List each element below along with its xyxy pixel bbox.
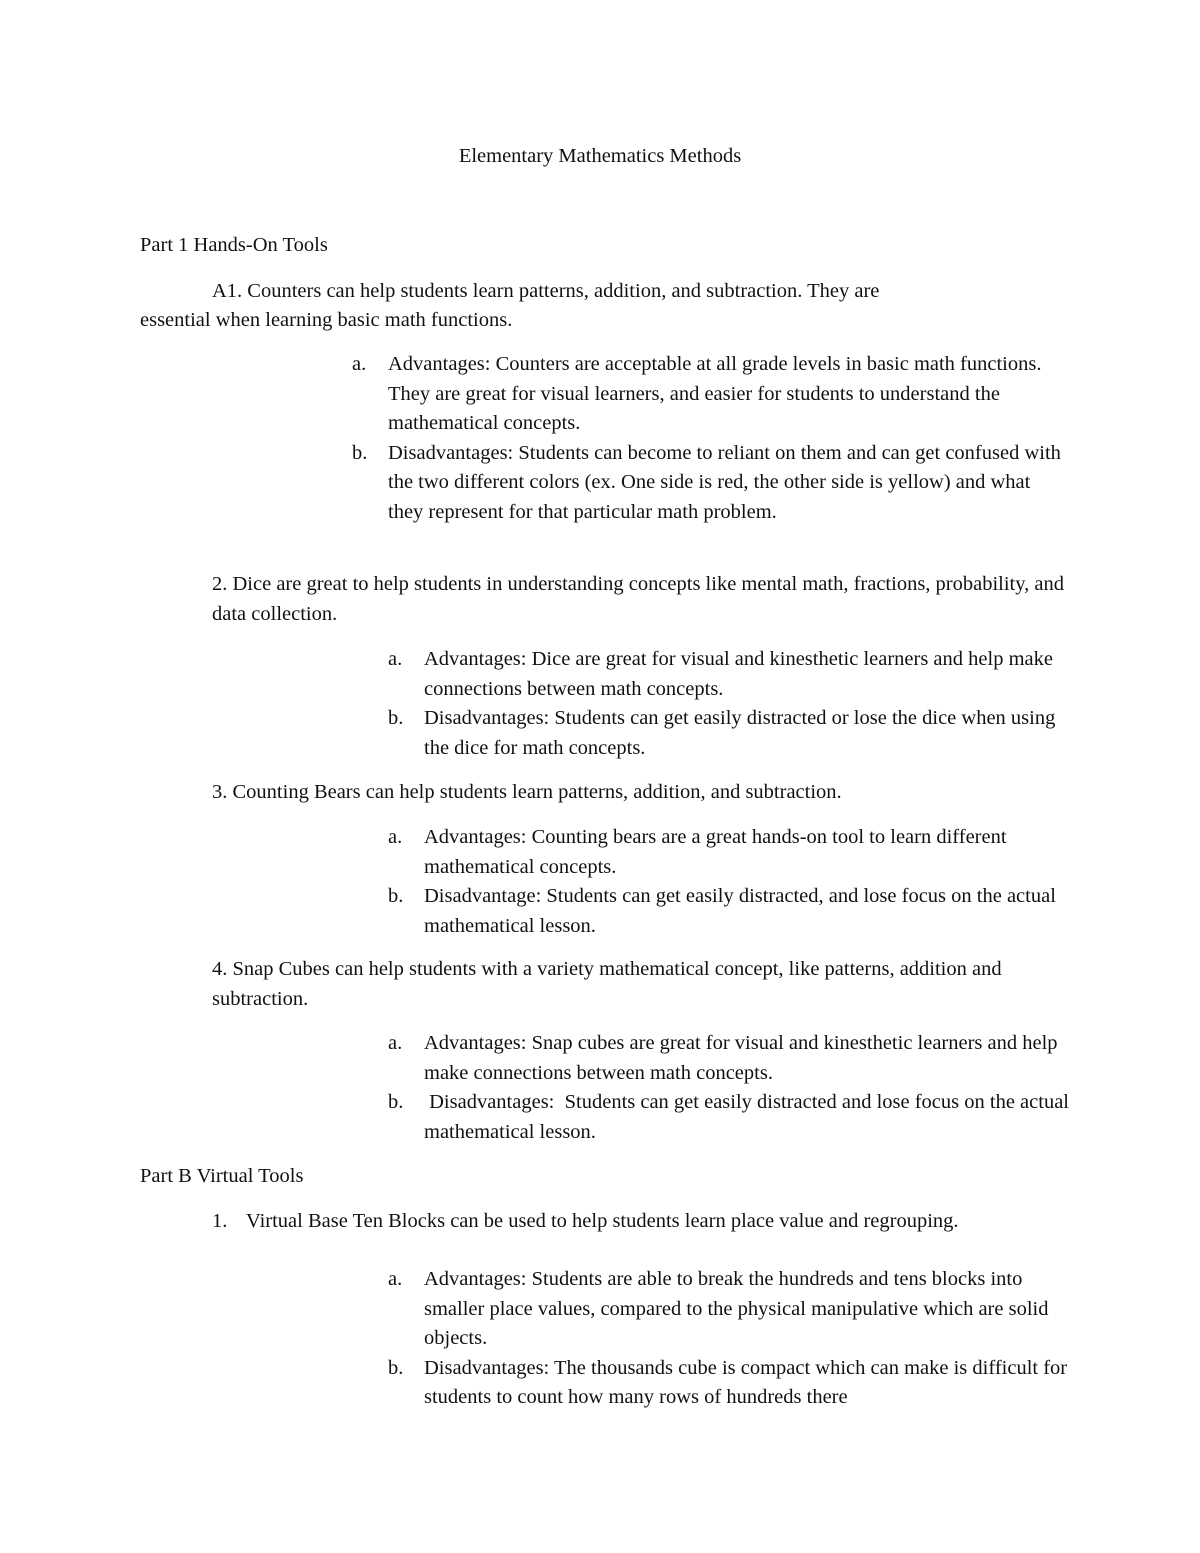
list-text: Advantages: Snap cubes are great for visual and kinesthetic learners and help make connections between math concepts.: [424, 1032, 1058, 1084]
list-text: Disadvantage: Students can get easily distracted, and lose focus on the actual mathematical lesson.: [424, 885, 1056, 937]
list-marker: b.: [388, 1356, 404, 1379]
list-text: Virtual Base Ten Blocks can be used to help students learn place value and regrouping.: [246, 1210, 959, 1232]
a1-second-line: essential when learning basic math functions.: [140, 309, 513, 331]
list-text: Disadvantages: The thousands cube is compact which can make is difficult for students to count how many rows of hundreds there: [424, 1356, 1068, 1408]
list-text: Disadvantages: Students can get easily distracted or lose the dice when using the dice for math concepts.: [424, 707, 1056, 759]
list-item: [388, 1029, 1078, 1088]
b1-list: [388, 1265, 1078, 1413]
list-item: [388, 1265, 1078, 1354]
list-text: Advantages: Dice are great for visual and kinesthetic learners and help make connections between math concepts.: [424, 648, 1053, 700]
list-text: Advantages: Counters are acceptable at all grade levels in basic math functions. They are great for visual learners, and easier for students to understand the mathematical concepts.: [388, 353, 1042, 434]
list-marker: a.: [388, 826, 403, 848]
list-item: [388, 882, 1078, 941]
list-marker: b.: [388, 1091, 404, 1113]
section-2-list: [388, 645, 1078, 763]
list-item: [352, 350, 1062, 439]
list-marker: 1.: [212, 1210, 228, 1232]
section-4-list: [388, 1029, 1078, 1147]
list-marker: a.: [388, 648, 403, 670]
list-item: [388, 1088, 1078, 1147]
list-item: [212, 1207, 992, 1237]
list-text: Disadvantages: Students can get easily distracted and lose focus on the actual mathematical lesson.: [424, 1091, 1075, 1143]
list-marker: b.: [388, 885, 404, 907]
list-marker: b.: [352, 441, 368, 464]
list-text: Advantages: Students are able to break the hundreds and tens blocks into smaller place values, compared to the physical manipulative which are solid objects.: [424, 1268, 1049, 1349]
section-3-list: [388, 823, 1078, 941]
part1-heading: Part 1 Hands-On Tools: [140, 234, 328, 256]
document-title: Elementary Mathematics Methods: [458, 145, 742, 167]
section-4-text: 4. Snap Cubes can help students with a variety mathematical concept, like patterns, addition and subtraction.: [212, 958, 1002, 1010]
b1-item: [212, 1207, 992, 1237]
partb-heading: Part B Virtual Tools: [140, 1165, 304, 1187]
section-3-text: 3. Counting Bears can help students learn patterns, addition, and subtraction.: [212, 781, 842, 803]
list-item: [388, 645, 1078, 704]
list-marker: a.: [352, 353, 367, 375]
a1-first-line: A1. Counters can help students learn patterns, addition, and subtraction. They are: [212, 280, 880, 302]
list-text: Advantages: Counting bears are a great hands-on tool to learn different mathematical concepts.: [424, 826, 1007, 878]
list-marker: a.: [388, 1268, 403, 1290]
list-item: [388, 704, 1078, 763]
a1-list: [352, 350, 1062, 527]
list-item: [388, 823, 1078, 882]
section-2-text: 2. Dice are great to help students in understanding concepts like mental math, fractions, probability, and data collection.: [212, 573, 1065, 625]
list-item: [388, 1354, 1078, 1413]
list-marker: b.: [388, 707, 404, 729]
list-text: Disadvantages: Students can become to reliant on them and can get confused with the two different colors (ex. One side is red, the other side is yellow) and what they represent for that particular math problem.: [388, 441, 1061, 523]
list-marker: a.: [388, 1032, 403, 1054]
list-item: [352, 439, 1062, 528]
